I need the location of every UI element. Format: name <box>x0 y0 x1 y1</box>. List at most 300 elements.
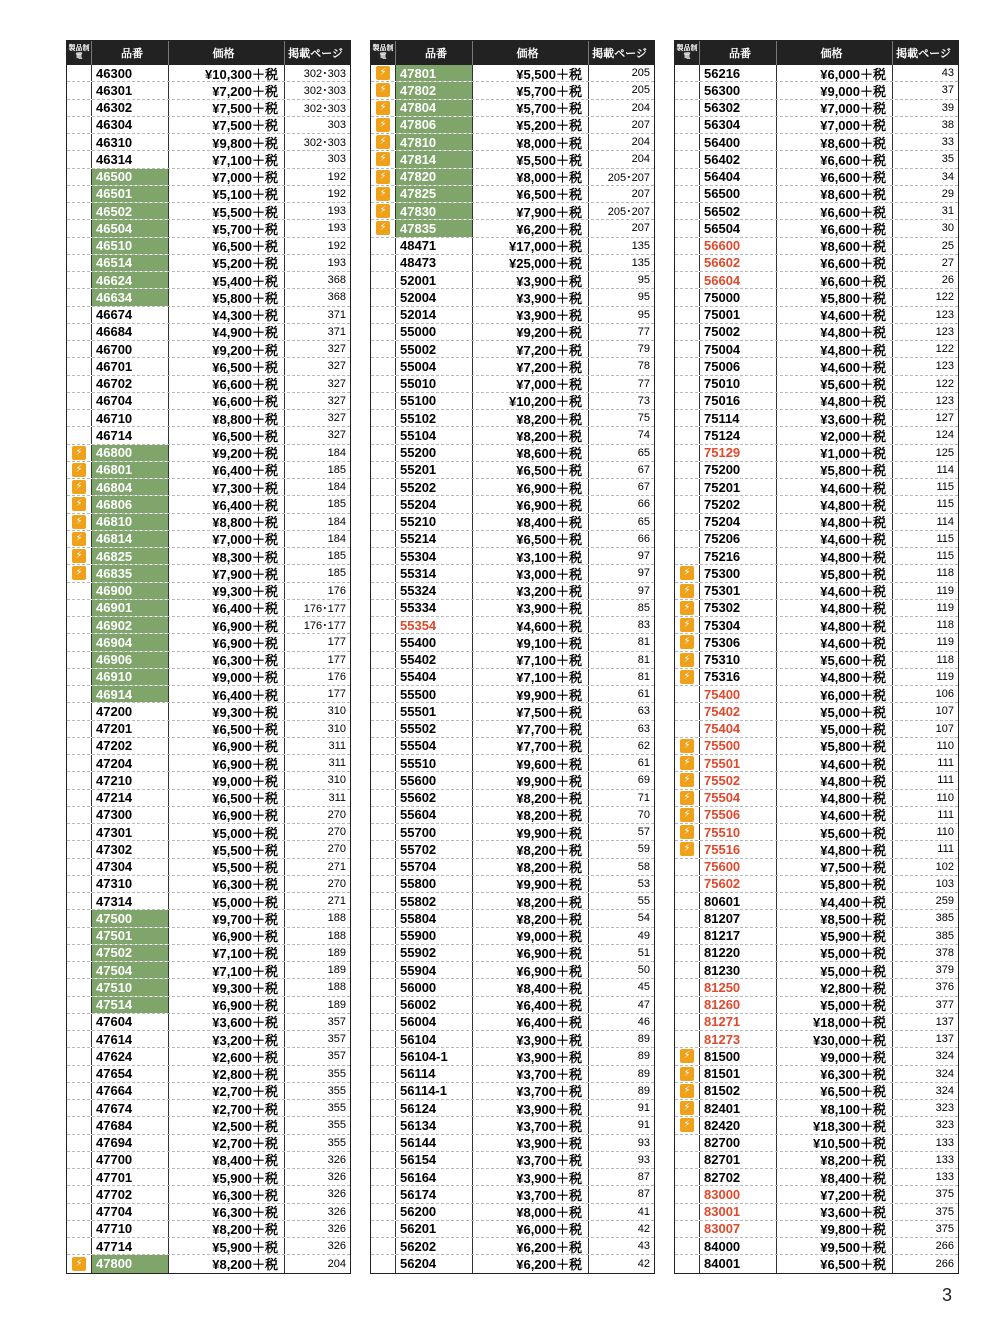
antistatic-cell <box>371 272 396 288</box>
table-row <box>371 617 654 634</box>
product-number: 56004 <box>396 1014 473 1030</box>
price: ¥5,800＋税 <box>777 565 893 581</box>
page-ref: 119 <box>936 636 954 649</box>
page-ref: 38 <box>941 118 954 131</box>
product-number: 48473 <box>396 255 473 271</box>
price: ¥4,800＋税 <box>777 341 893 357</box>
antistatic-cell <box>67 1152 92 1168</box>
page-ref: 204 <box>327 1257 346 1270</box>
product-number: 75006 <box>700 358 777 374</box>
table-row <box>67 979 350 996</box>
product-number: 75216 <box>700 548 777 564</box>
product-number: 75300 <box>700 565 777 581</box>
antistatic-cell <box>67 962 92 978</box>
price: ¥4,800＋税 <box>777 772 893 788</box>
table-row <box>675 634 958 651</box>
product-number: 82701 <box>700 1152 777 1168</box>
product-number: 56604 <box>700 272 777 288</box>
table-row <box>371 1221 654 1238</box>
price: ¥2,700＋税 <box>169 1135 285 1151</box>
table-row <box>371 548 654 565</box>
antistatic-cell <box>371 82 396 98</box>
product-number: 46701 <box>92 358 169 374</box>
price: ¥10,500＋税 <box>777 1135 893 1151</box>
table-row <box>371 358 654 375</box>
product-number: 55104 <box>396 427 473 443</box>
price: ¥5,600＋税 <box>777 824 893 840</box>
table-row <box>67 203 350 220</box>
table-row <box>371 1100 654 1117</box>
page-ref: 266 <box>935 1257 954 1270</box>
lightning-icon: ⚡ <box>680 670 694 684</box>
price: ¥9,700＋税 <box>169 910 285 926</box>
product-number: 75204 <box>700 514 777 530</box>
price: ¥8,200＋税 <box>169 1255 285 1272</box>
product-number: 75301 <box>700 583 777 599</box>
price: ¥4,900＋税 <box>169 324 285 340</box>
antistatic-cell <box>67 1186 92 1202</box>
antistatic-cell <box>371 1014 396 1030</box>
price: ¥8,200＋税 <box>473 807 589 823</box>
product-number: 55602 <box>396 790 473 806</box>
price: ¥6,500＋税 <box>473 462 589 478</box>
price: ¥3,700＋税 <box>473 1152 589 1168</box>
page-ref: 55 <box>637 895 650 908</box>
product-number: 81220 <box>700 945 777 961</box>
page-ref: 385 <box>935 912 954 925</box>
price: ¥6,300＋税 <box>169 876 285 892</box>
table-row <box>371 893 654 910</box>
price: ¥3,900＋税 <box>473 272 589 288</box>
lightning-icon: ⚡ <box>72 463 86 477</box>
antistatic-cell <box>67 997 92 1013</box>
antistatic-cell <box>675 686 700 702</box>
page-ref: 270 <box>327 877 346 890</box>
antistatic-cell <box>675 807 700 823</box>
table-row <box>675 307 958 324</box>
lightning-icon: ⚡ <box>72 532 86 546</box>
price: ¥6,500＋税 <box>169 427 285 443</box>
page-ref: 375 <box>935 1188 954 1201</box>
page-ref: 310 <box>327 722 346 735</box>
price: ¥18,000＋税 <box>777 1014 893 1030</box>
table-row <box>371 100 654 117</box>
price: ¥5,000＋税 <box>777 997 893 1013</box>
price: ¥4,600＋税 <box>777 583 893 599</box>
product-number: 56154 <box>396 1152 473 1168</box>
antistatic-cell <box>371 876 396 892</box>
product-number: 55334 <box>396 600 473 616</box>
price: ¥17,000＋税 <box>473 238 589 254</box>
antistatic-cell <box>675 169 700 185</box>
price: ¥3,200＋税 <box>169 1031 285 1047</box>
page-ref: 355 <box>327 1119 346 1132</box>
price: ¥6,900＋税 <box>169 634 285 650</box>
lightning-icon: ⚡ <box>72 1257 86 1271</box>
page-ref: 327 <box>327 343 346 356</box>
antistatic-cell <box>675 393 700 409</box>
header-antistatic: 製品制電 <box>67 41 92 65</box>
page-ref: 371 <box>327 325 346 338</box>
table-row <box>67 634 350 651</box>
page-ref: 270 <box>327 826 346 839</box>
page-ref: 133 <box>935 1171 954 1184</box>
table-row <box>371 841 654 858</box>
page-ref: 205 <box>631 84 650 97</box>
page-ref: 111 <box>937 757 954 770</box>
page-ref: 57 <box>637 826 650 839</box>
page-ref: 266 <box>935 1240 954 1253</box>
antistatic-cell <box>67 703 92 719</box>
table-row <box>675 824 958 841</box>
price: ¥3,100＋税 <box>473 548 589 564</box>
product-number: 75302 <box>700 600 777 616</box>
table-row <box>371 514 654 531</box>
header-price: 価格 <box>169 41 285 65</box>
product-number: 75200 <box>700 462 777 478</box>
page-ref: 111 <box>937 774 954 787</box>
antistatic-cell <box>67 876 92 892</box>
price: ¥6,600＋税 <box>777 272 893 288</box>
price: ¥6,900＋税 <box>169 738 285 754</box>
page-ref: 123 <box>935 325 954 338</box>
price: ¥2,800＋税 <box>169 1066 285 1082</box>
antistatic-cell <box>675 203 700 219</box>
price: ¥5,900＋税 <box>777 928 893 944</box>
page-ref: 107 <box>935 722 954 735</box>
page-ref: 89 <box>637 1033 650 1046</box>
table-row <box>371 859 654 876</box>
price: ¥5,000＋税 <box>777 945 893 961</box>
page-ref: 189 <box>327 998 346 1011</box>
price: ¥8,200＋税 <box>473 893 589 909</box>
price-table-column-1 <box>66 40 351 1274</box>
antistatic-cell <box>371 496 396 512</box>
price: ¥4,600＋税 <box>777 634 893 650</box>
page-ref: 118 <box>936 653 954 666</box>
header-product-number: 品番 <box>700 41 777 65</box>
price: ¥6,000＋税 <box>777 686 893 702</box>
table-row <box>67 876 350 893</box>
page-ref: 323 <box>935 1102 954 1115</box>
table-row <box>67 1255 350 1272</box>
product-number: 81500 <box>700 1048 777 1064</box>
antistatic-cell <box>675 376 700 392</box>
antistatic-cell <box>371 738 396 754</box>
page-ref: 122 <box>935 343 954 356</box>
product-number: 46310 <box>92 134 169 150</box>
page-ref: 326 <box>327 1240 346 1253</box>
price: ¥4,600＋税 <box>777 307 893 323</box>
antistatic-cell <box>371 686 396 702</box>
price: ¥6,400＋税 <box>169 686 285 702</box>
table-row <box>67 703 350 720</box>
page-ref: 110 <box>936 791 954 804</box>
antistatic-cell <box>675 617 700 633</box>
antistatic-cell <box>675 910 700 926</box>
product-number: 55214 <box>396 531 473 547</box>
antistatic-cell <box>371 617 396 633</box>
product-number: 47501 <box>92 928 169 944</box>
price: ¥2,700＋税 <box>169 1083 285 1099</box>
antistatic-cell <box>675 583 700 599</box>
antistatic-cell <box>67 617 92 633</box>
price: ¥7,500＋税 <box>777 859 893 875</box>
table-row <box>675 82 958 99</box>
page-ref: 31 <box>941 205 954 218</box>
page-ref: 77 <box>637 377 650 390</box>
table-row <box>67 1014 350 1031</box>
product-number: 46302 <box>92 100 169 116</box>
page-ref: 63 <box>637 722 650 735</box>
price: ¥6,900＋税 <box>169 807 285 823</box>
price: ¥8,600＋税 <box>473 445 589 461</box>
product-number: 55804 <box>396 910 473 926</box>
antistatic-cell <box>371 376 396 392</box>
page-ref: 302･303 <box>303 85 346 98</box>
product-number: 75004 <box>700 341 777 357</box>
product-number: 47314 <box>92 893 169 909</box>
product-number: 80601 <box>700 893 777 909</box>
table-row <box>675 1031 958 1048</box>
product-number: 47201 <box>92 721 169 737</box>
page-ref: 176･177 <box>303 620 346 633</box>
header-page: 掲載ページ <box>592 48 647 60</box>
antistatic-cell <box>371 669 396 685</box>
price: ¥6,900＋税 <box>169 617 285 633</box>
product-number: 81260 <box>700 997 777 1013</box>
price-table-column-2 <box>370 40 655 1274</box>
price: ¥9,300＋税 <box>169 979 285 995</box>
product-number: 46804 <box>92 479 169 495</box>
product-number: 75404 <box>700 721 777 737</box>
price: ¥9,100＋税 <box>473 634 589 650</box>
page-ref: 310 <box>327 705 346 718</box>
product-number: 46300 <box>92 65 169 81</box>
table-row <box>371 427 654 444</box>
table-row <box>67 307 350 324</box>
lightning-icon: ⚡ <box>680 739 694 753</box>
table-row <box>67 100 350 117</box>
price: ¥4,800＋税 <box>777 324 893 340</box>
header-price: 価格 <box>777 41 893 65</box>
table-row <box>675 289 958 306</box>
page-ref: 375 <box>935 1222 954 1235</box>
antistatic-cell <box>675 979 700 995</box>
page-ref: 58 <box>637 860 650 873</box>
price: ¥10,300＋税 <box>169 65 285 81</box>
product-number: 56202 <box>396 1238 473 1254</box>
antistatic-cell <box>67 652 92 668</box>
price: ¥8,200＋税 <box>169 1221 285 1237</box>
page-ref: 270 <box>327 808 346 821</box>
product-number: 55604 <box>396 807 473 823</box>
product-number: 55354 <box>396 617 473 633</box>
table-row <box>371 1152 654 1169</box>
page-ref: 87 <box>637 1171 650 1184</box>
antistatic-cell <box>675 928 700 944</box>
antistatic-cell <box>371 410 396 426</box>
product-number: 56600 <box>700 238 777 254</box>
price: ¥7,000＋税 <box>169 531 285 547</box>
antistatic-cell <box>675 1066 700 1082</box>
product-number: 55400 <box>396 634 473 650</box>
table-row <box>371 307 654 324</box>
table-row <box>67 479 350 496</box>
page-ref: 204 <box>631 153 650 166</box>
product-number: 56300 <box>700 82 777 98</box>
page-ref: 193 <box>327 256 346 269</box>
page-ref: 327 <box>327 429 346 442</box>
page-ref: 25 <box>941 239 954 252</box>
lightning-icon: ⚡ <box>376 66 390 80</box>
product-number: 75500 <box>700 738 777 754</box>
page-ref: 79 <box>637 343 650 356</box>
antistatic-cell <box>371 652 396 668</box>
price: ¥4,300＋税 <box>169 307 285 323</box>
table-row <box>67 445 350 462</box>
antistatic-cell <box>371 117 396 133</box>
product-number: 56000 <box>396 979 473 995</box>
product-number: 81230 <box>700 962 777 978</box>
antistatic-cell <box>371 203 396 219</box>
page-ref: 311 <box>328 739 346 752</box>
page-ref: 135 <box>631 239 650 252</box>
price: ¥6,900＋税 <box>473 945 589 961</box>
page-ref: 61 <box>637 757 650 770</box>
price: ¥8,600＋税 <box>777 134 893 150</box>
product-number: 47704 <box>92 1204 169 1220</box>
price: ¥5,000＋税 <box>777 721 893 737</box>
antistatic-cell <box>371 910 396 926</box>
price: ¥8,000＋税 <box>473 169 589 185</box>
price: ¥6,900＋税 <box>473 479 589 495</box>
product-number: 55704 <box>396 859 473 875</box>
lightning-icon: ⚡ <box>72 566 86 580</box>
antistatic-cell <box>67 1083 92 1099</box>
antistatic-cell <box>675 1135 700 1151</box>
page-ref: 378 <box>935 946 954 959</box>
page-ref: 110 <box>936 739 954 752</box>
table-row <box>67 755 350 772</box>
price: ¥9,800＋税 <box>777 1221 893 1237</box>
price: ¥9,000＋税 <box>169 772 285 788</box>
antistatic-cell <box>675 358 700 374</box>
price: ¥7,700＋税 <box>473 738 589 754</box>
table-row <box>675 151 958 168</box>
product-number: 81250 <box>700 979 777 995</box>
table-row <box>675 203 958 220</box>
page-ref: 193 <box>327 222 346 235</box>
product-number: 75602 <box>700 876 777 892</box>
antistatic-cell <box>675 186 700 202</box>
antistatic-cell <box>371 1204 396 1220</box>
price: ¥6,600＋税 <box>169 393 285 409</box>
table-row <box>675 583 958 600</box>
page-ref: 302･303 <box>303 137 346 150</box>
product-number: 75510 <box>700 824 777 840</box>
page-ref: 45 <box>637 981 650 994</box>
antistatic-cell <box>675 65 700 81</box>
page-ref: 65 <box>637 446 650 459</box>
antistatic-cell <box>675 220 700 236</box>
price: ¥4,800＋税 <box>777 841 893 857</box>
page-ref: 39 <box>941 101 954 114</box>
table-row <box>371 376 654 393</box>
antistatic-cell <box>675 962 700 978</box>
table-row <box>67 358 350 375</box>
lightning-icon: ⚡ <box>680 566 694 580</box>
product-number: 83007 <box>700 1221 777 1237</box>
page-ref: 66 <box>637 498 650 511</box>
product-number: 46710 <box>92 410 169 426</box>
page-ref: 355 <box>327 1136 346 1149</box>
product-number: 84000 <box>700 1238 777 1254</box>
product-number: 55004 <box>396 358 473 374</box>
page-ref: 377 <box>935 998 954 1011</box>
price: ¥9,500＋税 <box>777 1238 893 1254</box>
price: ¥7,200＋税 <box>169 82 285 98</box>
page-ref: 114 <box>936 463 954 476</box>
antistatic-cell <box>371 721 396 737</box>
antistatic-cell <box>675 427 700 443</box>
antistatic-cell <box>675 790 700 806</box>
antistatic-cell <box>67 945 92 961</box>
table-row <box>67 82 350 99</box>
product-number: 75516 <box>700 841 777 857</box>
table-row <box>675 962 958 979</box>
table-row <box>67 496 350 513</box>
product-number: 56002 <box>396 997 473 1013</box>
table-row <box>675 548 958 565</box>
price: ¥5,500＋税 <box>473 151 589 167</box>
table-row <box>675 1221 958 1238</box>
page-ref: 85 <box>637 601 650 614</box>
page-ref: 133 <box>935 1153 954 1166</box>
price: ¥6,500＋税 <box>169 790 285 806</box>
header-product-number: 品番 <box>92 41 169 65</box>
antistatic-cell <box>67 1066 92 1082</box>
table-row <box>371 945 654 962</box>
antistatic-cell <box>67 565 92 581</box>
product-number: 46814 <box>92 531 169 547</box>
page-ref: 118 <box>936 619 954 632</box>
product-number: 46910 <box>92 669 169 685</box>
price: ¥7,200＋税 <box>777 1186 893 1202</box>
lightning-icon: ⚡ <box>376 204 390 218</box>
table-row <box>67 376 350 393</box>
antistatic-cell <box>675 1048 700 1064</box>
page-ref: 135 <box>631 256 650 269</box>
price: ¥7,100＋税 <box>473 652 589 668</box>
table-row <box>675 1083 958 1100</box>
table-row <box>675 1048 958 1065</box>
page-ref: 185 <box>327 498 346 511</box>
antistatic-cell <box>67 807 92 823</box>
antistatic-cell <box>371 186 396 202</box>
table-row <box>371 1048 654 1065</box>
price: ¥8,200＋税 <box>473 910 589 926</box>
product-number: 56216 <box>700 65 777 81</box>
price: ¥3,700＋税 <box>473 1066 589 1082</box>
product-number: 47300 <box>92 807 169 823</box>
page-ref: 65 <box>637 515 650 528</box>
antistatic-cell <box>67 324 92 340</box>
product-number: 56174 <box>396 1186 473 1202</box>
page-ref: 115 <box>936 481 954 494</box>
page-ref: 204 <box>631 101 650 114</box>
price: ¥9,300＋税 <box>169 703 285 719</box>
